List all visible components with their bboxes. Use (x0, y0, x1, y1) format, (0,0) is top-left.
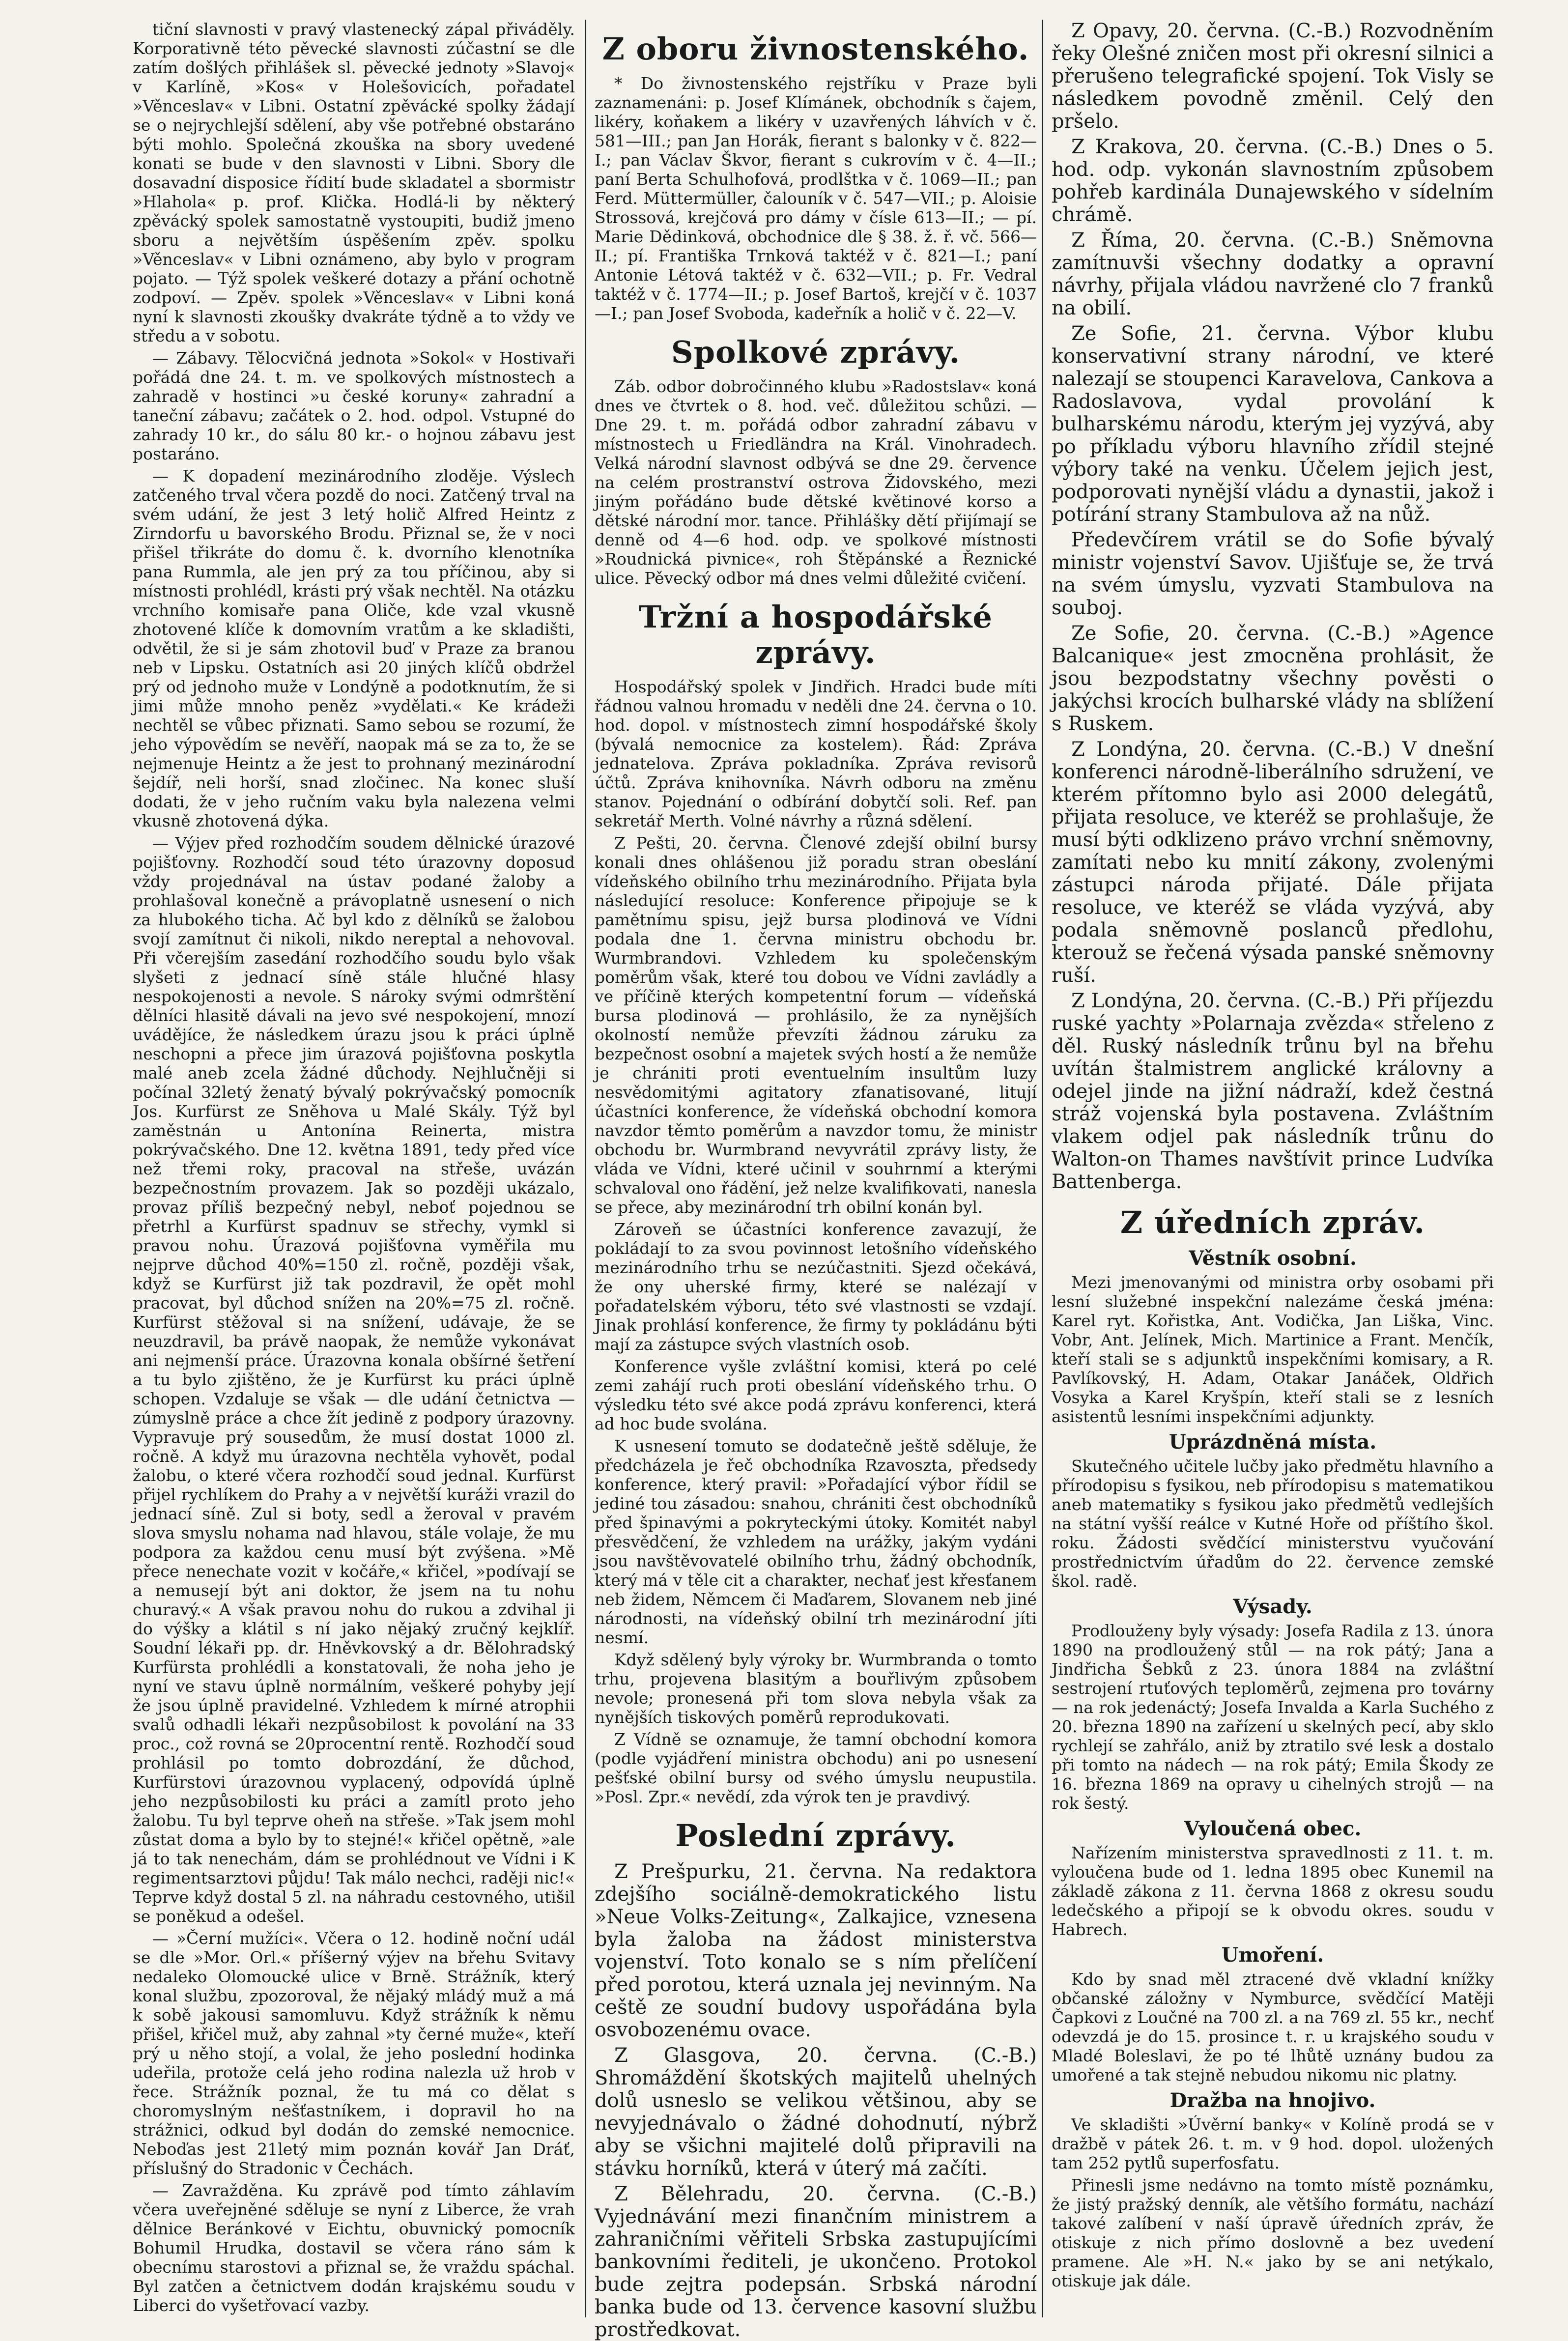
article-paragraph: tiční slavnosti v pravý vlastenecký zápal přiváděly. Korporativně této pěvecké slavnosti zúčastní se dle zatím došlých přihlášek sl. pěvecké jednoty »Slavoj« v Karlíně, »Kos« v Holešovicích, pořadatel »Věnceslav« v Libni. Ostatní zpěvácké spolky žádají se o nejrychlejší sdělení, aby vše potřebné obstaráno býti mohlo. Společná zkouška na sbory uvedené konati se bude v den slavnosti v Libni. Sbory dle dosavadní disposice řídití bude skladatel a sbormistr »Hlahola« p. prof. Klička. Hodlá-li by některý zpěvácký spolek samostatně vystoupiti, budiž jmeno sboru a největším úspěšením zpěv. spolku »Věnceslav« v Libni oznámeno, aby bylo v program pojato. — Týž spolek veškeré dotazy a přání ochotně zodpoví. — Zpěv. spolek »Věnceslav« v Libni koná nyní k slavnosti zkoušky dvakráte týdně a to vždy ve středu a v sobotu. (133, 20, 575, 345)
article-paragraph: Zároveň se účastníci konference zavazují, že pokládají to za svou povinnost letošního vídeňského mezinárodního trhu se nezúčastniti. Sjezd očekává, že ony uherské firmy, které se nalézají v pořadatelském výboru, této své vlastnosti se vzdají. Jinak prohlásí konference, že firmy ty pokládánu býti mají za zástupce svých vlastních osob. (595, 1220, 1037, 1354)
column-1 (133, 20, 575, 2317)
article-paragraph: Konference vyšle zvláštní komisi, která po celé zemi zahájí ruch proti obeslání vídeňského trhu. O výsledku této své akce podá zprávu konferenci, která ad hoc bude svolána. (595, 1357, 1037, 1433)
news-item: Ze Sofie, 20. června. (C.-B.) »Agence Balcanique« jest zmocněna prohlásit, že jsou bezpodstatny všechny pověsti o jakýchsi krocích bulharské vlády na sblížení s Ruskem. (1052, 622, 1494, 735)
article-paragraph: K usnesení tomuto se dodatečně ještě sděluje, že předcházela je řeč obchodníka Rzavoszta, předsedy konference, který pravil: »Pořadající výbor řídil se jediné tou zásadou: snahou, chrániti čest obchodníků před špinavými a pokryteckými útoky. Komitét nabyl přesvědčení, že vzhledem na urážky, jakým vydáni jsou navštěvovatelé obilního trhu, žádný obchodník, který má v těle cit a charakter, nechať jest křesťanem neb židem, Němcem či Maďarem, Slovanem neb jiné národnosti, na vídeňský obilní trh mezinárodní jíti nesmí. (595, 1436, 1037, 1647)
article-paragraph: Z Pešti, 20. června. Členové zdejší obilní bursy konali dnes ohlášenou již poradu stran obeslání vídeňského obilního trhu mezinárodního. Přijata byla následující resoluce: Konference připojuje se k pamětnímu spisu, jejž bursa plodinová ve Vídni podala dne 1. června ministru obchodu br. Wurmbrandovi. Vzhledem ku společenským poměrům však, které tou dobou ve Vídni zavládly a ve příčině kterých kompetentní forum — vídeňská bursa plodinová — prohlásilo, že za nynějších okolností nemůže převzíti žádnou záruku za bezpečnost osobní a majetek svých hostí a že nemůže je chrániti proti eventuelním insultům luzy nesvědomitými agitatory zfanatisované, litují účastníci konference, že vídeňská obchodní komora navzdor těmto poměrům a navzdor tomu, že ministr obchodu br. Wurmbrand nevyvrátil zprávy listy, že vláda ve Vídni, které učinil v souhrnmí a kterými schvaloval ono řádění, jež nelze kvalifikovati, nanesla se přece, aby mezinárodní trh obilní konán byl. (595, 833, 1037, 1217)
article-paragraph: * Do živnostenského rejstříku v Praze byli zaznamenáni: p. Josef Klímánek, obchodník s čajem, likéry, koňakem a likéry v uzavřených láhvích v č. 581—III.; pan Jan Horák, fierant s balonky v č. 822—I.; pan Václav Škvor, fierant s cukrovím v č. 4—II.; paní Berta Schulhofová, prodlštka v č. 1069—II.; pan Ferd. Müttermüller, čalouník v č. 547—VII.; p. Aloisie Strossová, krejčová pro dámy v čísle 613—II.; — pí. Marie Dědinková, obchodnice dle § 38. ž. ř. vč. 566—II.; pí. Františka Trnková taktéž v č. 821—I.; paní Antonie Létová taktéž v č. 632—VII.; p. Fr. Vedral taktéž v č. 1774—II.; p. Josef Bartoš, krejčí v č. 1037—I.; pan Josef Svoboda, kadeřník a holič v č. 22—V. (595, 74, 1037, 323)
section-heading: Z oboru živnostenského. (602, 31, 1029, 67)
article-paragraph: Mezi jmenovanými od ministra orby osobami při lesní služebné inspekční nalezáme česká jména: Karel ryt. Kořistka, Ant. Vodička, Jan Liška, Vinc. Vobr, Ant. Jelínek, Mich. Martinice a Frant. Menčík, kteří stali se s adjunktů inspekčními komisary, a R. Pavlíkovský, H. Adam, Otakar Janáček, Oldřich Vosyka a Karel Kryšpín, kteří stali se z lesních asistentů lesními inspekčními adjunkty. (1052, 1273, 1494, 1426)
news-item: Předevčírem vrátil se do Sofie bývalý ministr vojenství Savov. Ujišťuje se, že trvá na svém úmyslu, vyzvati Stambulova na souboj. (1052, 529, 1494, 619)
news-item: Z Prešpurku, 21. června. Na redaktora zdejšího sociálně-demokratického listu »Neue Volks-Zeitung«, Zalkajice, vznesena byla žaloba na žádost ministerstva vojenství. Toto konalo se s ním přelíčení před porotou, která uznala jej nevinným. Na ceště ze soudní budovy uspořádána byla osvobozenému ovace. (595, 1860, 1037, 2041)
column-3 (1052, 20, 1494, 2317)
column-rule (585, 20, 586, 2317)
section-heading: Z úředních zpráv. (1120, 1204, 1425, 1240)
article-paragraph: — Výjev před rozhodčím soudem dělnické úrazové pojišťovny. Rozhodčí soud této úrazovny doposud vždy projednával na ústav podané žaloby a prohlašoval konečně a právoplatně usnesení o nich za hlubokého ticha. Ač byl kdo z dělníků se žalobou svojí zamítnut či nikoli, nikdo nereptal a nehovoval. Při včerejším zasedání rozhodčího soudu bylo však slyšeti z jednací síně stále hlučné hlasy nespokojenosti a nevole. S nároky svými odmrštění dělníci hlasitě dávali na jevo své nespokojení, mnozí uvádějíce, že následkem úrazu jsou k práci úplně neschopni a přece jim úrazová pojišťovna poskytla malé aneb zcela žádné důchody. Nejhlučněji si počínal 32letý ženatý bývalý pokrývačský pomocník Jos. Kurfürst ze Sněhova u Malé Skály. Týž byl zaměstnán u Antonína Reinerta, mistra pokrývačského. Dne 12. května 1891, tedy před více než třemi roky, pracoval na střeše, uvázán bezpečnostním provazem. Jak so později ukázalo, provaz příliš bezpečný nebyl, neboť pojednou se přetrhl a Kurfürst spadnuv se střechy, vymkl si pravou nohu. Úrazová pojišťovna vyměřila mu nejprve důchod 40%=150 zl. ročně, později však, když se Kurfürst již tak pozdravil, že opět mohl pracovat, byl důchod snížen na 20%=75 zl. ročně. Kurfürst stěžoval si na snížení, udávaje, že se neuzdravil, ba právě naopak, že nemůže vykonávat ani nejmenší práce. Úrazovna konala obšírné šetření a tu bylo zjištěno, že je Kurfürst ku práci úplně schopen. Vzdaluje se však — dle udání četnictva — zúmyslně práce a chce žít jedině z podpory úrazovny. Vypravuje prý sousedům, že musí dostat 1000 zl. ročně. A když mu úrazovna nechtěla vyhovět, podal žalobu, o které včera rozhodčí soud jednal. Kurfürst přijel rychlíkem do Prahy a v největší kuráži vrazil do jednací síně. Zul si boty, sedl a žeroval v pravém slova smyslu nohama nad hlavou, stále volaje, že mu podpora za každou cenu musí být zvýšena. »Mě přece nenechate vozit v kočáře,« křičel, »podívají se a nemusejí být ani doktor, že jsem na tu nohu churavý.« A však pravou nohu do rukou a zdvihal ji do výšky a klátil s ní jako nějaký zručný kejklíř. Soudní lékaři pp. dr. Hněvkovský a dr. Bělohradský Kurfürsta prohlédli a konstatovali, že noha jeho je nyní ve stavu úplně normálním, veškeré pohyby její že jsou úplně pravidelné. Vzhledem k mírné atrophii svalů odhadli lékaři nezpůsobilost k povolání na 33 proc., což rovná se 20procentní rentě. Rozhodčí soud prohlásil po tomto dobrozdání, že důchod, Kurfürstovi úrazovnou vyplacený, odpovídá úplně jeho nezpůsobilosti ku práci a zamítl proto jeho žalobu. Tu byl teprve oheň na střeše. »Tak jsem mohl zůstat doma a bylo by to stejné!« křičel opětně, »ale já to tak nenechám, dám se prohlédnout ve Vídni i K regimentsarztovi půjdu! Tak málo nechci, raději nic!« Teprve když dostal 5 zl. na náhradu cestovného, utišil se poněkud a odešel. (133, 833, 575, 1926)
news-item: Z Glasgova, 20. června. (C.-B.) Shromáždění škotských majitelů uhelných dolů usneslo se velikou většinou, aby se nevyjednávalo o žádné dohodnutí, nýbrž aby se všichni majitelé dolů připravili na stávku horníků, která v úterý má začíti. (595, 2044, 1037, 2180)
news-item: Ze Sofie, 21. června. Výbor klubu konservativní strany národní, ve které nalezají se stoupenci Karavelova, Cankova a Radoslavova, vydal provolání k bulharskému národu, kterým jej vyzývá, aby po příkladu výboru hlavního zřídil stejné výbory také na venku. Účelem jejich jest, podporovati nynější vládu a dynastii, jakož i potírání strany Stambulova až na nůž. (1052, 322, 1494, 526)
article-paragraph: — Zábavy. Tělocvičná jednota »Sokol« v Hostivaři pořádá dne 24. t. m. ve spolkových místnostech a zahradě v hostinci »u české koruny« zahradní a taneční zábavu; začátek o 2. hod. odpol. Vstupné do zahrady 10 kr., do sálu 80 kr.- o hojnou zábavu jest postaráno. (133, 348, 575, 463)
subsection-heading: Výsady. (1233, 1595, 1312, 1618)
news-item: Z Londýna, 20. června. (C.-B.) V dnešní konferenci národně-liberálního sdružení, ve kterém přítomno bylo asi 2000 delegátů, přijata resoluce, ve kteréž se prohlašuje, že musí býti odklizeno právo vrchní sněmovny, zamítati nebo ku mnití zákony, zvolenými zástupci národa přijaté. Dále přijata resoluce, ve kteréž se vláda vyzývá, aby podala sněmovně poslanců předlohu, kterouž se řečená výsada panské sněmovny ruší. (1052, 738, 1494, 987)
subsection-heading: Uprázdněná místa. (1169, 1430, 1377, 1454)
article-paragraph: Záb. odbor dobročinného klubu »Radostslav« koná dnes ve čtvrtek o 8. hod. več. důležitou schůzi. — Dne 29. t. m. pořádá odbor zahradní zábavu v místnostech u Friedländra na Král. Vinohradech. Velká národní slavnost odbývá se dne 29. července na celém prostranství ostrova Židovského, mezi jiným pořádáno bude dětské květinové korso a dětské národní mor. tance. Přihlášky dětí přijímají se denně od 4—6 hod. odp. ve spolkové místnosti »Roudnická pivnice«, roh Štěpánské a Řeznické ulice. Pěvecký odbor má dnes velmi důležité cvičení. (595, 377, 1037, 588)
article-paragraph: Z Vídně se oznamuje, že tamní obchodní komora (podle vyjádření ministra obchodu) ani po usnesení pešťské obilní bursy od svého úmyslu neupustila. »Posl. Zpr.« nevědí, zda výrok ten je pravdivý. (595, 1730, 1037, 1806)
article-paragraph: Skutečného učitele lučby jako předmětu hlavního a přírodopisu s fysikou, neb přírodopisu s matematikou aneb matematiky s fysikou jako předmětů vedlejších na státní vyšší reálce v Kutné Hoře od příštího škol. roku. Žádosti svědčící ministerstvu vyučování prostřednictvím úřadům do 22. července zemské škol. radě. (1052, 1456, 1494, 1591)
article-paragraph: Kdo by snad měl ztracené dvě vkladní knížky občanské záložny v Nymburce, svědčící Matěji Čapkovi z Loučné na 700 zl. a na 769 zl. 55 kr., nechť odevzdá je do 15. prosince t. r. u krajského soudu v Mladé Boleslavi, že po té lhůtě uznány budou za umořené a tak stejně nebudou nikomu nic platny. (1052, 1970, 1494, 2084)
news-item: Z Krakova, 20. června. (C.-B.) Dnes o 5. hod. odp. vykonán slavnostním způsobem pohřeb kardinála Dunajewského v sídelním chrámě. (1052, 136, 1494, 226)
section-heading: Tržní a hospodářské zprávy. (638, 599, 993, 670)
section-heading: Spolkové zprávy. (671, 334, 961, 370)
article-paragraph: Ve skladišti »Úvěrní banky« v Kolíně prodá se v dražbě v pátek 26. t. m. v 9 hod. dopol. uložených tam 252 pytlů superfosfatu. (1052, 2115, 1494, 2172)
article-paragraph: Když sdělený byly výroky br. Wurmbranda o tomto trhu, projevena blasitým a bouřlivým způsobem nevole; pronesená při tom slova nebyla však za nynějších tiskových poměrů reprodukovati. (595, 1650, 1037, 1727)
subsection-heading: Věstník osobní. (1189, 1247, 1357, 1270)
news-item: Z Londýna, 20. června. (C.-B.) Při příjezdu ruské yachty »Polarnaja zvězda« střeleno z děl. Ruský následník trůnu byl na břehu uvítán štalmistrem anglické královny a odejel jinde na jižní nádraží, kdež čestná stráž vojenská byla postavena. Zvláštním vlakem odjel pak následník trůnu do Walton-on Thames navštívit prince Ludvíka Battenberga. (1052, 990, 1494, 1193)
section-heading: Poslední zprávy. (675, 1818, 956, 1854)
article-paragraph: Nařízením ministerstva spravedlnosti z 11. t. m. vyloučena bude od 1. ledna 1895 obec Kunemil na základě zákona z 11. června 1868 z okresu soudu ledečského a připojí se k obvodu okres. soudu v Habrech. (1052, 1843, 1494, 1939)
subsection-heading: Umoření. (1221, 1943, 1324, 1967)
subsection-heading: Vyloučená obec. (1184, 1817, 1362, 1840)
article-paragraph: — Zavražděna. Ku zprávě pod tímto záhlavím včera uveřejněné sděluje se nyní z Liberce, že vrah dělnice Beránkové v Eichtu, obuvnický pomocník Bohumil Hrudka, dostavil se včera ráno sám k obecnímu starostovi a přiznal se, že vraždu spáchal. Byl zatčen a četnictvem dodán krajskému soudu v Liberci do vyšetřovací vazby. (133, 2181, 575, 2315)
news-item: Z Bělehradu, 20. června. (C.-B.) Vyjednávání mezi finančním ministrem a zahraničními věřiteli Srbska zastupujícími bankovními řediteli, je ukončeno. Protokol bude zejtra podepsán. Srbská národní banka bude od 13. července kasovní službu prostředkovat. (595, 2183, 1037, 2341)
column-rule (1042, 20, 1043, 2317)
news-item: Z Říma, 20. června. (C.-B.) Sněmovna zamítnuvši všechny dodatky a opravní návrhy, přijala vládou navržené clo 7 franků na obilí. (1052, 229, 1494, 319)
article-paragraph: Prodlouženy byly výsady: Josefa Radila z 13. února 1890 na prodloužený stůl — na rok pátý; Jana a Jindřicha Šebků z 23. února 1884 na zvláštní sestrojení rtuťových teploměrů, zejmena pro továrny — na rok jedenáctý; Josefa Invalda a Karla Suchého z 20. března 1890 na zařízení u skelných pecí, aby sklo rychlejí se zahřálo, aniž by ztratilo své lesk a dostalo při tomto na nádech — na rok pátý; Emila Škody ze 16. března 1869 na opravy u cihelných strojů — na rok šestý. (1052, 1621, 1494, 1813)
article-paragraph: — K dopadení mezinárodního zloděje. Výslech zatčeného trval včera pozdě do noci. Zatčený trval na svém udání, že jest 3 letý holič Alfred Heintz z Zirndorfu u bavorského Brodu. Přiznal se, že v noci přišel třikráte do domu č. k. dvorního klenotníka pana Rummla, ale jen prý za tou příčinou, aby si místnosti prohlédl, krásti prý však nechtěl. Na otázku vrchního komisaře pana Oliče, kde vzal vkusně zhotovené klíče k domovním vratům a ke skladišti, odvětil, že si je sám zhotovil buď v Praze za branou neb v Lipsku. Ostatních asi 20 jiných klíčů obdržel prý od jednoho muže v Londýně a podotknutím, že si jimi může mnoho peněz »vydělati.« Ke krádeži nechtěl se vůbec přiznati. Samo sebou se rozumí, že jeho výpovědím se nevěří, naopak má se za to, že se nejmenuje Heintz a že jest to prohnaný mezinárodní šejdíř, neli horší, snad zločinec. Na konec sluší dodati, že v jeho ručním vaku byla nalezena velmi vkusně zhotovená dýka. (133, 466, 575, 830)
news-item: Z Opavy, 20. června. (C.-B.) Rozvodněním řeky Olešné zničen most při okresní silnici a přerušeno telegrafické spojení. Tok Visly se následkem povodně změnil. Celý den pršelo. (1052, 20, 1494, 133)
column-2 (595, 20, 1037, 2341)
article-paragraph: — »Černí mužíci«. Včera o 12. hodině noční udál se dle »Mor. Orl.« příšerný výjev na břehu Svitavy nedaleko Olomoucké ulice v Brně. Strážník, který konal službu, zpozoroval, že nějaký mládý muž a má k sobě jakousi samomluvu. Když strážník k němu přišel, křičel muž, aby zahnal »ty černé muže«, kteří prý u něho stojí, a volal, že jeho poslední hodinka udeřila, protože celá jeho rodina nalezla už hrob v řece. Strážník poznal, že tu má co dělat s choromyslným nešťastníkem, i dopravil ho na strážnici, odkud byl dodán do zemské nemocnice. Neboďas jest 21letý mim poznán kovář Jan Dráť, příslušný do Stradonic v Čechách. (133, 1929, 575, 2178)
subsection-heading: Dražba na hnojivo. (1169, 2089, 1376, 2112)
article-paragraph: Přinesli jsme nedávno na tomto místě poznámku, že jistý pražský denník, ale většího formátu, nachází takové zalíbení v naší úpravě úředních zpráv, že otiskuje z nich přímo doslovně a bez uvedení pramene. Ale »H. N.« jako by se ani netýkalo, otiskuje jak dále. (1052, 2175, 1494, 2290)
article-paragraph: Hospodářský spolek v Jindřich. Hradci bude míti řádnou valnou hromadu v neděli dne 24. června o 10. hod. dopol. v místnostech zimní hospodářské školy (bývalá nemocnice za kostelem). Řád: Zpráva jednatelova. Zpráva pokladníka. Zpráva revisorů účtů. Zpráva knihovníka. Návrh odboru na změnu stanov. Pojednání o odbírání dobytčí soli. Ref. pan sekretář Merth. Volné návrhy a různá sdělení. (595, 677, 1037, 830)
